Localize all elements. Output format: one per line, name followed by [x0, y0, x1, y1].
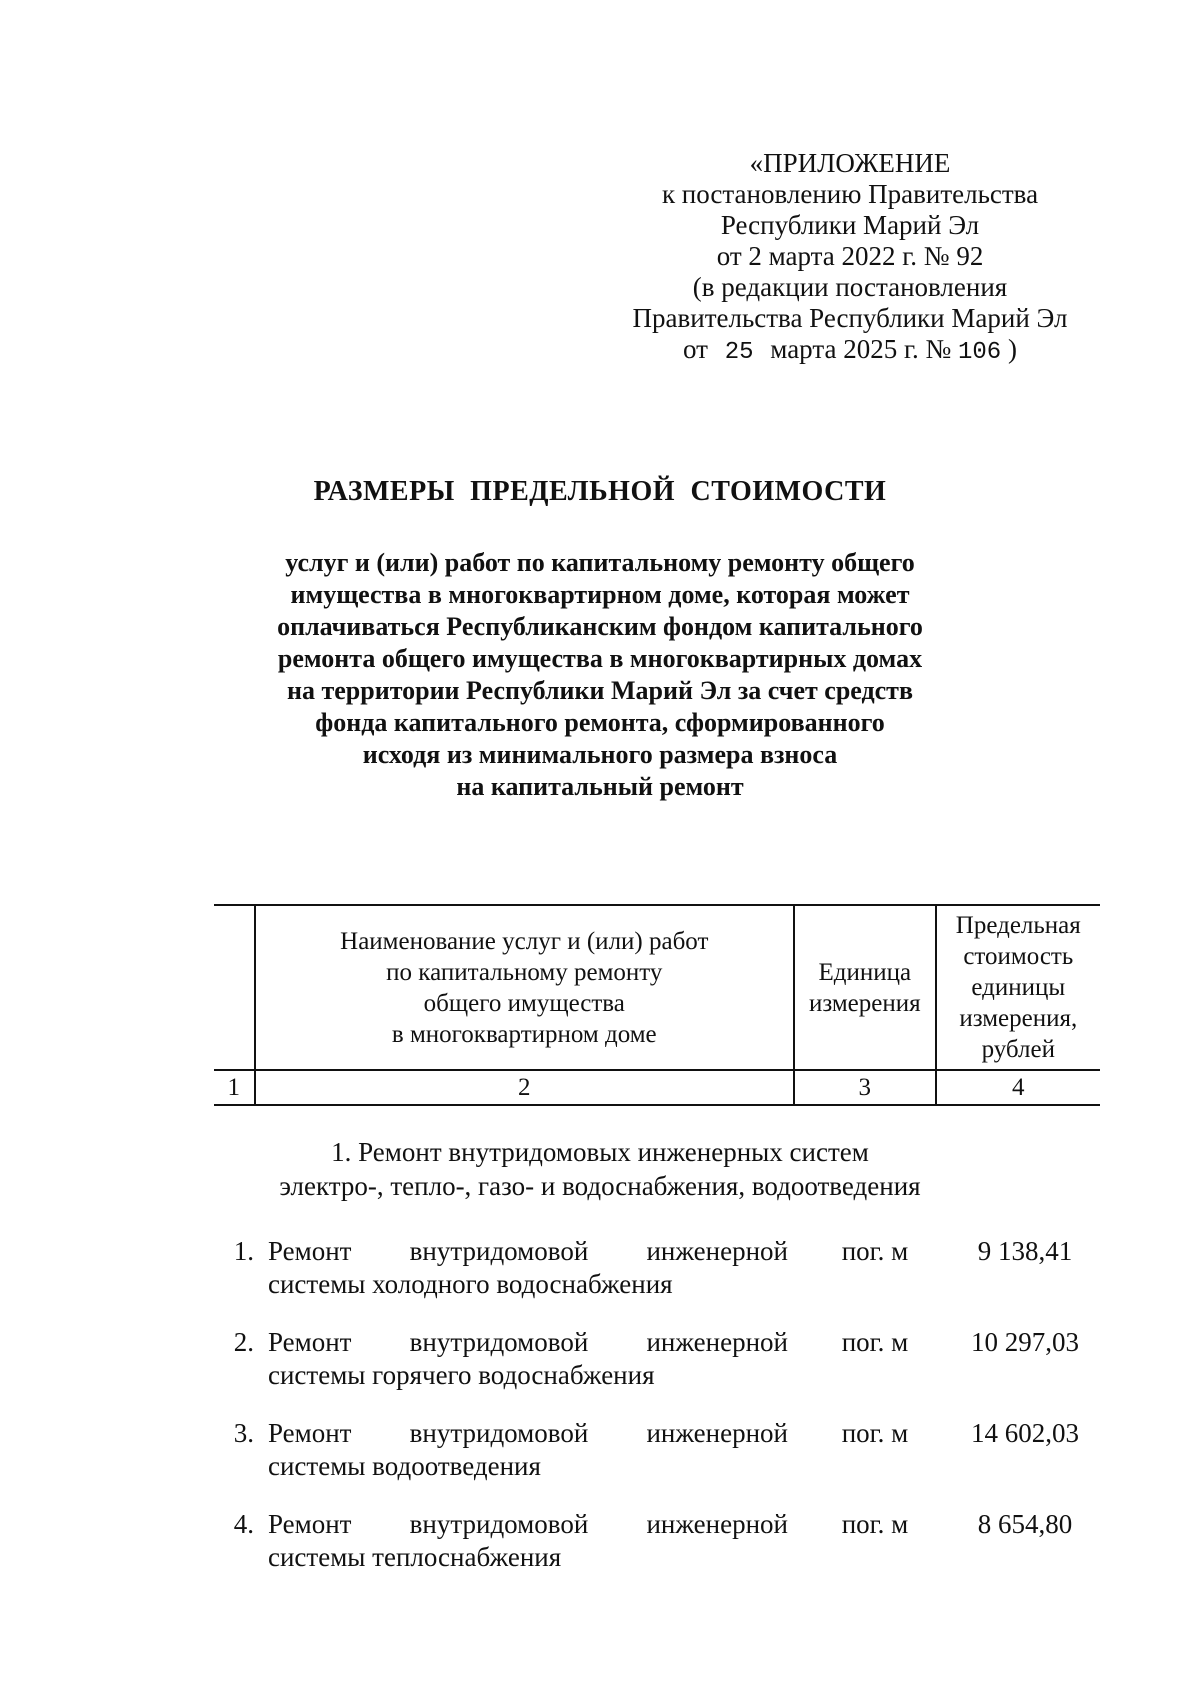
section-line: 1. Ремонт внутридомовых инженерных систем — [331, 1137, 869, 1167]
word: инженерной — [646, 1327, 788, 1357]
row-number: 4. — [233, 1509, 254, 1539]
header-text: измерения, — [959, 1005, 1078, 1032]
price-table-header — [214, 904, 1100, 1106]
word: Ремонт — [268, 1236, 352, 1266]
header-text: измерения — [808, 989, 921, 1017]
word: внутридомовой — [409, 1509, 589, 1539]
appendix-line: к постановлению Правительства — [661, 179, 1039, 209]
subtitle-line: на капитальный ремонт — [456, 772, 744, 801]
header-text: общего имущества — [423, 989, 625, 1017]
word: внутридомовой — [409, 1327, 589, 1357]
document-title: РАЗМЕРЫ ПРЕДЕЛЬНОЙ СТОИМОСТИ — [313, 476, 887, 507]
amendment-date-line — [600, 334, 1100, 368]
appendix-line: «ПРИЛОЖЕНИЕ — [749, 148, 951, 178]
header-cell-name — [255, 905, 794, 1070]
subtitle-line: ремонта общего имущества в многоквартирных домах — [277, 644, 923, 673]
word: инженерной — [646, 1509, 788, 1539]
column-number: 3 — [794, 1070, 936, 1105]
header-cell-price — [936, 905, 1100, 1070]
row-number: 3. — [233, 1418, 254, 1448]
column-number-row — [214, 1070, 1100, 1105]
row-description-line2: системы водоотведения — [268, 1451, 541, 1481]
subtitle-line: оплачиваться Республиканским фондом капитального — [277, 612, 923, 641]
row-price: 9 138,41 — [977, 1236, 1073, 1266]
row-unit: пог. м — [841, 1236, 909, 1266]
row-price: 14 602,03 — [971, 1418, 1079, 1448]
header-text: Предельная — [955, 912, 1081, 939]
word: Ремонт — [268, 1327, 352, 1357]
word: внутридомовой — [409, 1418, 589, 1448]
row-unit: пог. м — [841, 1509, 909, 1539]
table-header-row — [214, 905, 1100, 1070]
word: инженерной — [646, 1236, 788, 1266]
subtitle-line: на территории Республики Марий Эл за счет средств — [287, 676, 913, 705]
subtitle-line: услуг и (или) работ по капитальному ремонту общего — [285, 548, 915, 577]
row-description-line2: системы холодного водоснабжения — [268, 1269, 673, 1299]
section-line: электро-, тепло-, газо- и водоснабжения, водоотведения — [279, 1171, 921, 1201]
row-description-line1 — [268, 1417, 788, 1450]
subtitle-line: исходя из минимального размера взноса — [362, 740, 838, 769]
closing-paren: ) — [1007, 334, 1017, 364]
row-description-line2: системы теплоснабжения — [268, 1542, 562, 1572]
header-text: Единица — [818, 958, 912, 986]
header-text: стоимость — [963, 943, 1074, 970]
header-text: по капитальному ремонту — [386, 958, 663, 986]
header-cell-number — [214, 905, 255, 1070]
word: Ремонт — [268, 1509, 352, 1539]
amendment-month-year: марта 2025 г. № — [770, 334, 952, 364]
header-text: рублей — [981, 1036, 1055, 1063]
subtitle-line: имущества в многоквартирном доме, которая может — [290, 580, 910, 609]
row-unit: пог. м — [841, 1418, 909, 1448]
header-text: единицы — [971, 974, 1066, 1001]
amendment-day: 25 — [724, 339, 754, 366]
row-description — [268, 1508, 788, 1574]
row-price: 8 654,80 — [977, 1509, 1073, 1539]
row-description — [268, 1417, 788, 1483]
row-price: 10 297,03 — [971, 1327, 1079, 1357]
appendix-line: Республики Марий Эл — [720, 210, 980, 240]
section-heading — [250, 1135, 950, 1203]
word: внутридомовой — [409, 1236, 589, 1266]
header-text: Наименование услуг и (или) работ — [340, 927, 709, 955]
row-description — [268, 1235, 788, 1301]
row-description — [268, 1326, 788, 1392]
header-cell-unit — [794, 905, 936, 1070]
subtitle-line: фонда капитального ремонта, сформированного — [315, 708, 885, 737]
date-prefix: от — [683, 334, 708, 364]
document-subtitle — [250, 547, 950, 803]
word: Ремонт — [268, 1418, 352, 1448]
header-text: в многоквартирном доме — [391, 1020, 657, 1048]
appendix-line: (в редакции постановления — [692, 272, 1008, 302]
appendix-line: от 2 марта 2022 г. № 92 — [716, 241, 984, 271]
row-unit: пог. м — [841, 1327, 909, 1357]
row-description-line2: системы горячего водоснабжения — [268, 1360, 655, 1390]
row-description-line1 — [268, 1235, 788, 1268]
row-number: 1. — [233, 1236, 254, 1266]
column-number: 2 — [255, 1070, 794, 1105]
column-number: 1 — [214, 1070, 255, 1105]
appendix-line: Правительства Республики Марий Эл — [632, 303, 1068, 333]
row-description-line1 — [268, 1326, 788, 1359]
row-description-line1 — [268, 1508, 788, 1541]
word: инженерной — [646, 1418, 788, 1448]
row-number: 2. — [233, 1327, 254, 1357]
column-number: 4 — [936, 1070, 1100, 1105]
appendix-header — [600, 148, 1100, 368]
amendment-number: 106 — [957, 339, 1002, 366]
